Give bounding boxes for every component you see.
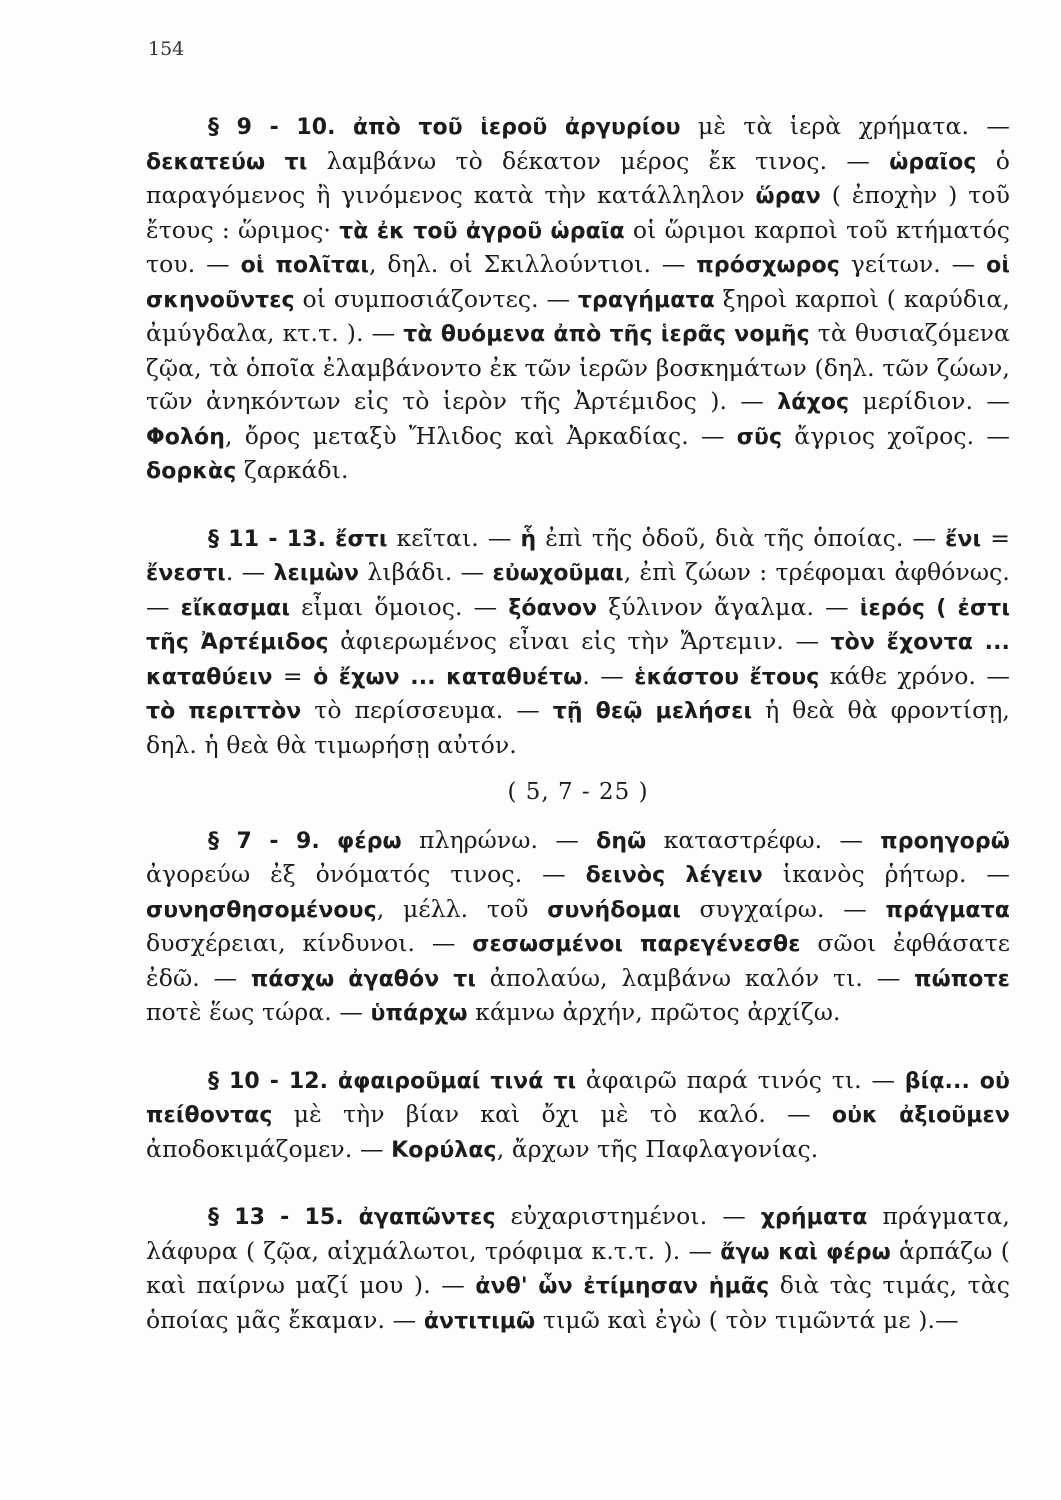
glossary-term: ἧ — [520, 526, 537, 552]
glossary-definition: πληρώνω. — — [401, 825, 597, 854]
paragraph — [146, 110, 1010, 489]
glossary-term: λάχος — [777, 390, 850, 415]
section-number: § 11 - 13. — [208, 526, 327, 552]
glossary-definition: ἁρπάζω ( καὶ παίρνω μαζί μου ). — — [146, 1236, 1010, 1299]
glossary-term: οἱ σκηνοῦντες — [146, 253, 1010, 313]
glossary-definition: ἀγορεύω ἐξ ὀνόματός τινος. — — [146, 860, 586, 888]
glossary-term: Κορύλας — [391, 1137, 497, 1163]
glossary-term: ξόανον — [508, 595, 598, 621]
glossary-term: ὥραν — [755, 184, 821, 209]
glossary-definition: μὲ τὴν βίαν καὶ ὄχι μὲ τὸ καλό. — — [272, 1100, 832, 1128]
glossary-definition: πράγματα, λάφυρα ( ζῷα, αἰχμάλωτοι, τρόφιμα κ.τ.τ. ). — — [146, 1202, 1010, 1265]
glossary-term: ἄγω καὶ φέρω — [720, 1239, 891, 1265]
section-number: § 7 - 9. — [208, 828, 320, 854]
glossary-definition: μὲ τὰ ἱερὰ χρήματα. — — [680, 112, 1010, 140]
glossary-term: ἀνθ' ὧν ἐτίμησαν ἡμᾶς — [475, 1274, 770, 1299]
glossary-term: ὑπάρχω — [370, 1001, 468, 1026]
glossary-definition: ( ἐποχὴν ) τοῦ ἔτους : ὥριμος· — [146, 181, 1010, 244]
glossary-definition: ξηροὶ καρποὶ ( καρύδια, ἀμύγδαλα, κτ.τ. ). — — [146, 284, 1010, 347]
glossary-term: συνήδομαι — [547, 897, 681, 923]
glossary-definition: ἱκανὸς ῥήτωρ. — — [762, 860, 1010, 888]
section-number: § 13 - 15. — [208, 1205, 344, 1230]
glossary-definition: ὁ παραγόμενος ἢ γινόμενος κατὰ τὴν κατάλληλον — [146, 146, 1010, 209]
glossary-definition: ξύλινον ἄγαλμα. — — [597, 592, 860, 621]
glossary-term: ὡραῖος — [889, 149, 977, 175]
glossary-definition: καταστρέφω. — — [646, 825, 881, 854]
glossary-definition: τὸ περίσσευμα. — — [301, 696, 553, 724]
chapter-reference: ( 5, 7 - 25 ) — [507, 779, 649, 805]
glossary-definition: λαμβάνω τὸ δέκατον μέρος ἔκ τινος. — — [307, 146, 890, 175]
glossary-term: πρόσχωρος — [696, 253, 840, 278]
glossary-definition: γείτων. — — [839, 250, 987, 278]
glossary-definition: , ἄρχων τῆς Παφλαγονίας. — [496, 1134, 819, 1163]
paragraph — [146, 824, 1010, 1031]
glossary-definition: κεῖται. — — [387, 523, 521, 552]
glossary-definition: = — [981, 523, 1010, 552]
glossary-definition: ζαρκάδι. — [236, 456, 349, 484]
glossary-definition: ἀφαιρῶ παρά τινός τι. — — [576, 1065, 905, 1094]
glossary-definition: ἀφιερωμένος εἶναι εἰς τὴν Ἄρτεμιν. — — [328, 627, 831, 655]
glossary-definition: ποτὲ ἕως τώρα. — — [146, 998, 371, 1026]
glossary-definition: ἄγριος χοῖρος. — — [782, 421, 1010, 450]
glossary-term: οὐκ ἀξιοῦμεν — [831, 1103, 1010, 1128]
glossary-term: εἴκασμαι — [180, 595, 291, 621]
glossary-term: τὰ θυόμενα ἀπὸ τῆς ἱερᾶς νομῆς — [403, 322, 810, 347]
glossary-definition: κάθε χρόνο. — — [819, 661, 1010, 690]
glossary-term: δορκὰς — [146, 459, 237, 484]
glossary-term: ἔνι — [945, 526, 982, 552]
glossary-definition: . — — [582, 661, 635, 690]
glossary-term: πάσχω ἀγαθόν τι — [250, 966, 477, 992]
glossary-definition: οἱ ὥριμοι καρποὶ τοῦ κτήματός του. — — [146, 215, 1010, 278]
glossary-term: σεσωσμένοι παρεγένεσθε — [472, 932, 801, 957]
glossary-term: προηγορῶ — [880, 828, 1010, 854]
glossary-definition: μερίδιον. — — [849, 387, 1010, 415]
glossary-definition: συγχαίρω. — — [680, 894, 886, 923]
glossary-term: τὸ περιττὸν — [146, 699, 302, 724]
glossary-definition: , μέλλ. τοῦ — [376, 894, 548, 923]
glossary-term: πώποτε — [914, 966, 1010, 992]
section-number: § 10 - 12. — [208, 1068, 329, 1094]
glossary-term: ἔνεστι — [146, 561, 226, 586]
glossary-term: ὁ ἔχων ... καταθυέτω — [313, 664, 583, 690]
glossary-term: τὰ ἐκ τοῦ ἀγροῦ ὡραῖα — [339, 218, 625, 244]
glossary-term: σῦς — [736, 424, 783, 450]
glossary-term: πράγματα — [885, 897, 1010, 923]
glossary-definition: ἐπὶ τῆς ὁδοῦ, διὰ τῆς ὁποίας. — — [536, 523, 946, 552]
text-body — [146, 110, 1010, 1338]
glossary-term: οἱ πολῖται — [240, 253, 369, 278]
glossary-definition: τὰ θυσιαζόμενα ζῷα, τὰ ὁποῖα ἐλαμβάνοντο ἐκ τῶν ἱερῶν βοσκημάτων (δηλ. τῶν ζώων, τῶν ἀνηκόντων εἰς τὸ ἱερὸν τῆς Ἀρτέμιδος ). — — [146, 319, 1011, 415]
glossary-definition: ἀποδοκιμάζομεν. — — [146, 1134, 392, 1163]
glossary-term: δεινὸς λέγειν — [585, 863, 763, 888]
glossary-definition: ἡ θεὰ θὰ φροντίσῃ, δηλ. ἡ θεὰ θὰ τιμωρήσῃ αὐτόν. — [146, 696, 1010, 759]
glossary-term: φέρω — [337, 828, 402, 854]
glossary-term: ἀγαπῶντες — [358, 1205, 496, 1230]
glossary-definition: ἀπολαύω, λαμβάνω καλόν τι. — — [476, 963, 915, 992]
glossary-definition: = — [272, 661, 314, 690]
glossary-definition: δυσχέρειαι, κίνδυνοι. — — [146, 929, 473, 957]
glossary-term: ἱερός ( ἐστι τῆς Ἀρτέμιδος — [146, 595, 1010, 655]
glossary-term: δηῶ — [596, 828, 647, 854]
glossary-term: εὐωχοῦμαι — [492, 561, 624, 586]
page-number: 154 — [148, 38, 185, 60]
glossary-term: δεκατεύω τι — [146, 149, 308, 175]
glossary-term: Φολόη — [146, 424, 226, 450]
glossary-term: τραγήματα — [577, 287, 715, 313]
glossary-term: τὸν ἔχοντα ... καταθύειν — [146, 630, 1010, 690]
glossary-term: λειμὼν — [273, 561, 360, 586]
section-number: § 9 - 10. — [208, 115, 336, 140]
glossary-term: τῇ θεῷ μελήσει — [552, 699, 753, 724]
glossary-definition: λιβάδι. — — [359, 558, 493, 586]
glossary-definition: εἶμαι ὅμοιος. — — [290, 592, 509, 621]
glossary-term: ἀφαιροῦμαί τινά τι — [337, 1068, 577, 1094]
glossary-term: συνησθησομένους — [146, 897, 377, 923]
paragraph — [146, 522, 1010, 763]
glossary-definition: , ἐπὶ ζώων : τρέφομαι ἀφθόνως. — — [146, 558, 1011, 621]
glossary-term: ἀπὸ τοῦ ἱεροῦ ἀργυρίου — [352, 115, 681, 140]
glossary-definition: διὰ τὰς τιμάς, τὰς ὁποίας μᾶς ἔκαμαν. — — [146, 1271, 1010, 1334]
glossary-definition: εὐχαριστημένοι. — — [495, 1202, 761, 1230]
glossary-definition: οἱ συμποσιάζοντες. — — [294, 284, 578, 313]
glossary-term: ἔστι — [335, 526, 388, 552]
glossary-term: ἑκάστου ἔτους — [634, 664, 820, 690]
glossary-term: βίᾳ... οὐ πείθοντας — [146, 1068, 1010, 1128]
glossary-definition: , ὄρος μεταξὺ Ἤλιδος καὶ Ἀρκαδίας. — — [225, 421, 737, 450]
glossary-definition: τιμῶ καὶ ἐγὼ ( τὸν τιμῶντά με ).— — [535, 1305, 959, 1334]
glossary-term: ἀντιτιμῶ — [423, 1308, 536, 1334]
glossary-definition: κάμνω ἀρχήν, πρῶτος ἀρχίζω. — [467, 998, 841, 1026]
glossary-definition: . — — [225, 558, 274, 586]
paragraph — [146, 1064, 1010, 1168]
paragraph — [146, 1200, 1010, 1338]
glossary-definition: σῶοι ἐφθάσατε ἐδῶ. — — [146, 929, 1011, 992]
glossary-definition: , δηλ. οἱ Σκιλλούντιοι. — — [369, 250, 697, 278]
glossary-term: χρήματα — [760, 1205, 868, 1230]
